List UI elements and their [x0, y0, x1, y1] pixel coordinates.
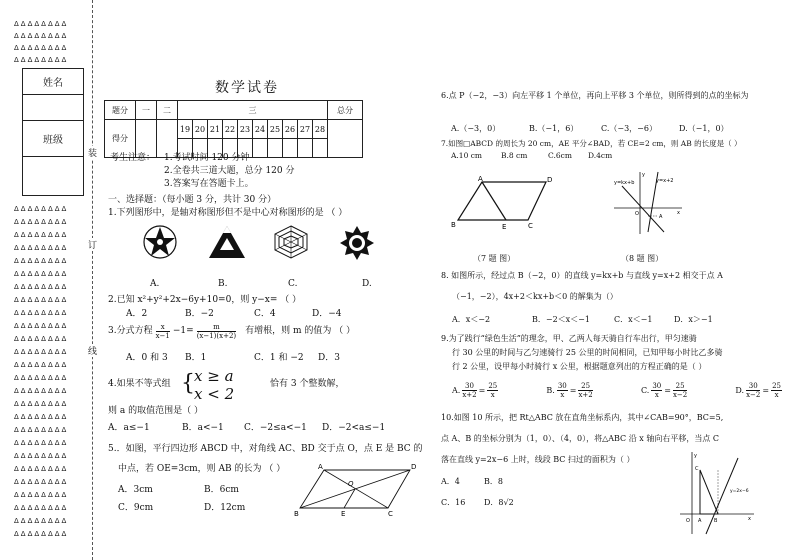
q3-stem — [108, 323, 355, 340]
decorative-triangle-row: ΔΔΔΔΔΔΔΔ — [14, 361, 69, 369]
q9-fraction — [771, 382, 782, 399]
score-num: 25 — [268, 120, 283, 139]
q2-option-a[interactable]: A．2 — [126, 309, 148, 319]
q9-fraction — [673, 382, 687, 399]
q8-option-d[interactable]: D．x＞−1 — [674, 315, 713, 324]
q5-option-a[interactable]: A．3cm — [118, 485, 153, 495]
score-cell[interactable] — [268, 139, 283, 158]
q9-frac-den: x — [774, 390, 779, 399]
q3-option-b[interactable]: B．1 — [185, 353, 207, 363]
q5-option-c[interactable]: C．9cm — [118, 503, 154, 513]
q4-pre: 4.如果不等式组 — [108, 379, 171, 389]
binding-char-xian: 线 — [88, 344, 97, 357]
q9-frac-den: x — [560, 390, 565, 399]
q7-label-a: A — [478, 175, 483, 183]
decorative-triangle-row: ΔΔΔΔΔΔΔΔ — [14, 426, 69, 434]
q9-frac-num: 25 — [578, 382, 592, 391]
q9-fraction — [487, 382, 498, 399]
score-header-total: 总分 — [328, 101, 363, 120]
q9-option-label: A. — [452, 385, 461, 395]
decorative-triangle-row: ΔΔΔΔΔΔΔΔ — [14, 296, 69, 304]
decorative-triangle-row: ΔΔΔΔΔΔΔΔ — [14, 283, 69, 291]
q6-option-b[interactable]: B.（−1，6） — [529, 124, 579, 133]
decorative-triangle-row: ΔΔΔΔΔΔΔΔ — [14, 244, 69, 252]
q5-parallelogram-figure — [292, 462, 420, 518]
score-num: 19 — [178, 120, 193, 139]
decorative-triangle-row: ΔΔΔΔΔΔΔΔ — [14, 44, 69, 52]
q9-equals: = — [569, 385, 577, 395]
score-cell-total[interactable] — [328, 120, 363, 158]
q9-frac-den: x−2 — [672, 390, 688, 399]
q9-frac-den: x−2 — [746, 390, 761, 399]
q9-fraction — [651, 382, 662, 399]
score-num: 21 — [208, 120, 223, 139]
q1-option-b[interactable]: B. — [218, 279, 228, 289]
note-item: 2.全卷共三道大题，总分 120 分 — [164, 166, 295, 176]
q9-fraction — [462, 382, 476, 399]
decorative-triangle-row: ΔΔΔΔΔΔΔΔ — [14, 413, 69, 421]
q8-line1: 8. 如图所示，经过点 B（−2，0）的直线 y=kx+b 与直线 y=x+2 相交于点 A — [441, 271, 723, 280]
q10-line2: 点 A、B 的坐标分别为（1，0）、（4，0），将△ABC 沿 x 轴向右平移，当点 C — [441, 434, 719, 443]
q9-option-label: C. — [640, 385, 650, 395]
score-num: 23 — [238, 120, 253, 139]
q1-figure-d-gear-icon — [338, 224, 376, 262]
page-title: 数学试卷 — [215, 80, 279, 96]
q5-label-e: E — [341, 510, 346, 518]
decorative-triangle-row: ΔΔΔΔΔΔΔΔ — [14, 478, 69, 486]
q9-frac-den: x — [490, 390, 495, 399]
q6-option-c[interactable]: C.（−3，−6） — [601, 124, 657, 133]
binding-line — [92, 0, 93, 560]
q10-label-a: A — [698, 518, 702, 524]
q3-f2-num: m — [197, 323, 236, 332]
q4-system-line2: x < 2 — [194, 385, 235, 403]
note-item: 3.答案写在答题卡上。 — [164, 179, 254, 189]
q1-text: 1.下列图形中，是轴对称图形但不是中心对称图形的是 （ ） — [108, 208, 348, 218]
q10-option-a[interactable]: A．4 — [441, 477, 460, 486]
score-cell[interactable] — [283, 139, 298, 158]
q1-option-d[interactable]: D. — [362, 279, 372, 289]
q7-option-b[interactable]: B.8 cm — [501, 151, 528, 160]
q10-line3: 落在直线 y=2x−6 上时，线段 BC 扫过的面积为（ ） — [441, 455, 635, 464]
q10-option-d[interactable]: D．8√2 — [484, 498, 514, 507]
q3-f1-den: x−1 — [155, 332, 170, 340]
q9-fraction — [578, 382, 592, 399]
q6-text: 6.点 P（−2，−3）向左平移 1 个单位，再向上平移 3 个单位，则所得到的点的坐标为 — [441, 91, 749, 100]
decorative-triangle-row: ΔΔΔΔΔΔΔΔ — [14, 20, 69, 28]
q1-figure-c-hexagon-icon — [272, 224, 310, 260]
score-cell[interactable] — [253, 139, 268, 158]
score-num: 22 — [223, 120, 238, 139]
q6-option-a[interactable]: A.（−3，0） — [451, 124, 501, 133]
decorative-triangle-row: ΔΔΔΔΔΔΔΔ — [14, 530, 69, 538]
q8-label-x: x — [677, 210, 680, 216]
score-header-part3: 三 — [178, 101, 328, 120]
q9-option-c[interactable] — [641, 378, 687, 402]
class-label: 班级 — [23, 121, 83, 157]
q10-label-b: B — [714, 518, 718, 524]
q4-option-a[interactable]: A．a≤−1 — [108, 423, 150, 433]
score-num: 24 — [253, 120, 268, 139]
q10-label-x: x — [748, 516, 751, 522]
fig7-caption: （7 题 图） — [473, 254, 516, 263]
q9-frac-num: 25 — [488, 381, 498, 390]
q9-frac-den: x — [654, 390, 659, 399]
q9-option-d[interactable] — [735, 378, 782, 402]
q9-line1: 9.为了践行“绿色生活”的理念，甲、乙两人每天骑自行车出行，甲匀速骑 — [441, 334, 697, 343]
q3-fraction-1 — [156, 323, 170, 340]
q3-option-c[interactable]: C．1 和 −2 — [254, 353, 304, 363]
score-header-label: 题分 — [105, 101, 136, 120]
student-info-box — [22, 68, 84, 196]
q9-frac-num: 30 — [652, 381, 662, 390]
q9-equals: = — [762, 385, 770, 395]
q7-label-d: D — [547, 176, 553, 184]
decorative-triangle-row: ΔΔΔΔΔΔΔΔ — [14, 348, 69, 356]
score-num: 28 — [313, 120, 328, 139]
q9-fraction — [557, 382, 568, 399]
q9-line3: 行 2 公里，设甲每小时骑行 x 公里，根据题意列出的方程正确的是（ ） — [452, 362, 707, 371]
q1-figure-a-star-icon — [142, 224, 178, 260]
q9-equals: = — [478, 385, 486, 395]
q6-option-d[interactable]: D.（−1，0） — [679, 124, 729, 133]
q9-fraction — [746, 382, 760, 399]
score-row-label: 得分 — [105, 120, 136, 158]
name-label: 姓名 — [23, 69, 83, 95]
decorative-triangle-row: ΔΔΔΔΔΔΔΔ — [14, 439, 69, 447]
class-field[interactable] — [23, 157, 83, 193]
q1-option-a[interactable]: A. — [150, 279, 160, 289]
decorative-triangle-row: ΔΔΔΔΔΔΔΔ — [14, 374, 69, 382]
q7-option-c[interactable]: C.6cm — [548, 151, 572, 160]
q9-option-a[interactable] — [452, 378, 498, 402]
q7-text: 7.如图□ABCD 的周长为 20 cm，AE 平分∠BAD，若 CE=2 cm，则 AB 的长度是（ ） — [441, 139, 742, 148]
q8-option-c[interactable]: C．x＜−1 — [614, 315, 653, 324]
q8-label-y: y — [642, 172, 645, 178]
score-cell[interactable] — [313, 139, 328, 158]
decorative-triangle-row: ΔΔΔΔΔΔΔΔ — [14, 309, 69, 317]
q4-post: 恰有 3 个整数解， — [270, 379, 345, 389]
fig8-caption: （8 题 图） — [621, 254, 664, 263]
score-num: 27 — [298, 120, 313, 139]
q7-label-b: B — [451, 221, 456, 229]
q8-label-line1: y=kx+b — [614, 180, 635, 186]
score-table — [104, 100, 363, 158]
q9-frac-den: x+2 — [462, 390, 477, 399]
q2-option-c[interactable]: C．4 — [254, 309, 276, 319]
decorative-triangle-row: ΔΔΔΔΔΔΔΔ — [14, 322, 69, 330]
score-header-part1: 一 — [136, 101, 157, 120]
note-item: 1.考试时间 120 分钟 — [164, 153, 250, 163]
notes-label: 考生注意： — [110, 153, 156, 163]
decorative-triangle-row: ΔΔΔΔΔΔΔΔ — [14, 491, 69, 499]
q8-label-a: A — [659, 214, 663, 220]
q9-frac-num: 25 — [772, 381, 781, 390]
q10-label-y: y — [694, 453, 697, 459]
q9-frac-num: 25 — [673, 382, 687, 391]
q8-option-a[interactable]: A．x＜−2 — [452, 315, 491, 324]
q8-line2: （−1，−2），4x+2＜kx+b＜0 的解集为（） — [452, 292, 618, 301]
q4-brace: { — [181, 371, 195, 396]
decorative-triangle-row: ΔΔΔΔΔΔΔΔ — [14, 400, 69, 408]
q2-option-b[interactable]: B．−2 — [185, 309, 214, 319]
binding-char-zhuang: 装 — [88, 146, 97, 159]
q8-option-b[interactable]: B．−2＜x＜−1 — [532, 315, 590, 324]
q5-label-a: A — [318, 463, 323, 471]
decorative-triangle-row: ΔΔΔΔΔΔΔΔ — [14, 257, 69, 265]
q4-line2: 则 a 的取值范围是（ ） — [108, 406, 203, 416]
q9-option-b[interactable] — [546, 378, 592, 402]
decorative-triangle-row: ΔΔΔΔΔΔΔΔ — [14, 205, 69, 213]
q7-label-c: C — [528, 222, 533, 230]
q10-option-c[interactable]: C．16 — [441, 498, 466, 507]
q9-option-label: B. — [546, 385, 555, 395]
q5-line1: 5.．如图，平行四边形 ABCD 中，对角线 AC、BD 交于点 O，点 E 是 BC 的 — [108, 444, 423, 454]
q3-f1-num: x — [156, 323, 170, 332]
q10-label-line: y=2x−6 — [730, 489, 749, 494]
q5-option-d[interactable]: D．12cm — [204, 503, 246, 513]
q3-fraction-2 — [197, 323, 236, 340]
q5-label-o: O — [348, 480, 354, 488]
q8-graph-figure — [612, 170, 684, 236]
q9-frac-num: 30 — [746, 382, 760, 391]
q4-option-d[interactable]: D．−2<a≤−1 — [322, 423, 386, 433]
q4-option-c[interactable]: C．−2≤a<−1 — [244, 423, 307, 433]
decorative-triangle-row: ΔΔΔΔΔΔΔΔ — [14, 231, 69, 239]
q9-frac-den: x+2 — [578, 390, 593, 399]
q3-post: 有增根，则 m 的值为 （ ） — [245, 326, 356, 336]
decorative-triangle-row: ΔΔΔΔΔΔΔΔ — [14, 465, 69, 473]
q3-option-d[interactable]: D．3 — [318, 353, 340, 363]
q9-option-label: D. — [735, 385, 745, 395]
decorative-triangle-row: ΔΔΔΔΔΔΔΔ — [14, 504, 69, 512]
q5-label-b: B — [294, 510, 299, 518]
score-num: 26 — [283, 120, 298, 139]
q9-frac-num: 30 — [557, 381, 567, 390]
q5-line2: 中点，若 OE=3cm，则 AB 的长为 （ ） — [118, 464, 286, 474]
decorative-triangle-row: ΔΔΔΔΔΔΔΔ — [14, 387, 69, 395]
q2-text: 2.已知 x²+y²+2x−6y+10=0，则 y−x= （ ） — [108, 295, 302, 305]
q10-label-o: O — [686, 518, 690, 524]
q4-option-b[interactable]: B．a<−1 — [182, 423, 224, 433]
q8-label-line2: y=x+2 — [656, 178, 674, 184]
q9-equals: = — [664, 385, 671, 395]
q7-option-a[interactable]: A.10 cm — [451, 151, 483, 160]
decorative-triangle-row: ΔΔΔΔΔΔΔΔ — [14, 32, 69, 40]
q7-option-d[interactable]: D.4cm — [588, 151, 613, 160]
q10-label-c: C — [695, 466, 699, 472]
score-num: 20 — [193, 120, 208, 139]
decorative-triangle-row: ΔΔΔΔΔΔΔΔ — [14, 218, 69, 226]
q7-parallelogram-figure — [450, 175, 560, 231]
binding-char-ding: 订 — [88, 238, 97, 251]
q1-option-c[interactable]: C. — [288, 279, 298, 289]
decorative-triangle-row: ΔΔΔΔΔΔΔΔ — [14, 517, 69, 525]
q3-mid: −1= — [172, 326, 194, 336]
q9-frac-num: 30 — [462, 382, 476, 391]
decorative-triangle-row: ΔΔΔΔΔΔΔΔ — [14, 56, 69, 64]
q5-label-d: D — [411, 463, 417, 471]
decorative-triangle-row: ΔΔΔΔΔΔΔΔ — [14, 270, 69, 278]
q7-label-e: E — [502, 223, 507, 231]
q10-option-b[interactable]: B．8 — [484, 477, 503, 486]
q10-graph-figure — [676, 450, 756, 536]
q1-figure-b-triangle-icon — [207, 224, 247, 260]
decorative-triangle-row: ΔΔΔΔΔΔΔΔ — [14, 335, 69, 343]
q5-option-b[interactable]: B．6cm — [204, 485, 239, 495]
score-cell[interactable] — [298, 139, 313, 158]
q5-label-c: C — [388, 510, 393, 518]
q8-label-o: O — [635, 211, 639, 217]
decorative-triangle-row: ΔΔΔΔΔΔΔΔ — [14, 452, 69, 460]
q3-f2-den: (x−1)(x+2) — [196, 332, 237, 340]
q3-pre: 3.分式方程 — [108, 326, 153, 336]
q2-option-d[interactable]: D．−4 — [312, 309, 342, 319]
name-field[interactable] — [23, 95, 83, 121]
q9-options — [452, 378, 782, 402]
q9-line2: 行 30 公里的时间与乙匀速骑行 25 公里的时间相同，已知甲每小时比乙多骑 — [452, 348, 723, 357]
score-header-part2: 二 — [157, 101, 178, 120]
q3-option-a[interactable]: A．0 和 3 — [126, 353, 168, 363]
q10-line1: 10.如图 10 所示，把 Rt△ABC 放在直角坐标系内，其中∠CAB=90°，BC=5, — [441, 413, 724, 422]
section1-heading: 一、选择题：（每小题 3 分，共计 30 分） — [108, 195, 277, 205]
q4-system-line1: x ≥ a — [194, 367, 234, 385]
